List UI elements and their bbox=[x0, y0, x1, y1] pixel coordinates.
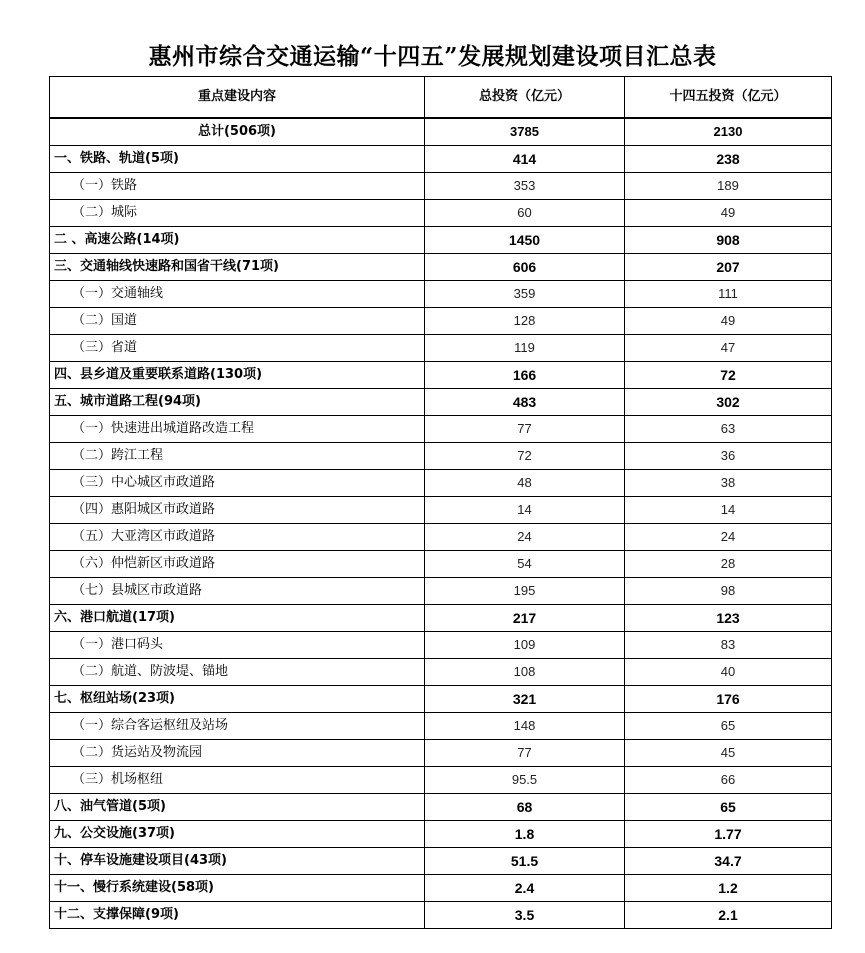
row-fyp-investment: 36 bbox=[625, 443, 832, 470]
row-total-investment: 128 bbox=[425, 308, 625, 335]
row-total-investment: 109 bbox=[425, 632, 625, 659]
row-label: 八、油气管道(5项) bbox=[50, 794, 425, 821]
table-row bbox=[50, 443, 832, 470]
table-row bbox=[50, 227, 832, 254]
table-row bbox=[50, 713, 832, 740]
row-label: （六）仲恺新区市政道路 bbox=[50, 551, 425, 578]
row-label: （三）中心城区市政道路 bbox=[50, 470, 425, 497]
row-total-investment: 72 bbox=[425, 443, 625, 470]
table-row bbox=[50, 308, 832, 335]
row-fyp-investment: 65 bbox=[625, 713, 832, 740]
row-fyp-investment: 2130 bbox=[625, 118, 832, 146]
table-row bbox=[50, 416, 832, 443]
row-label: 十、停车设施建设项目(43项) bbox=[50, 848, 425, 875]
table-row bbox=[50, 362, 832, 389]
row-fyp-investment: 2.1 bbox=[625, 902, 832, 929]
row-fyp-investment: 14 bbox=[625, 497, 832, 524]
row-label: （一）综合客运枢纽及站场 bbox=[50, 713, 425, 740]
row-label: 三、交通轴线快速路和国省干线(71项) bbox=[50, 254, 425, 281]
row-fyp-investment: 28 bbox=[625, 551, 832, 578]
table-row bbox=[50, 335, 832, 362]
row-label: 一、铁路、轨道(5项) bbox=[50, 146, 425, 173]
row-fyp-investment: 65 bbox=[625, 794, 832, 821]
table-row bbox=[50, 497, 832, 524]
row-total-investment: 3785 bbox=[425, 118, 625, 146]
table-row bbox=[50, 173, 832, 200]
row-label: 五、城市道路工程(94项) bbox=[50, 389, 425, 416]
row-label: 十一、慢行系统建设(58项) bbox=[50, 875, 425, 902]
table-body bbox=[50, 118, 832, 929]
table-row bbox=[50, 254, 832, 281]
row-label: （一）快速进出城道路改造工程 bbox=[50, 416, 425, 443]
row-fyp-investment: 40 bbox=[625, 659, 832, 686]
row-label: 七、枢纽站场(23项) bbox=[50, 686, 425, 713]
row-fyp-investment: 83 bbox=[625, 632, 832, 659]
row-label: （五）大亚湾区市政道路 bbox=[50, 524, 425, 551]
row-total-investment: 359 bbox=[425, 281, 625, 308]
row-label: 六、港口航道(17项) bbox=[50, 605, 425, 632]
row-fyp-investment: 207 bbox=[625, 254, 832, 281]
header-content: 重点建设内容 bbox=[50, 77, 425, 119]
table-row bbox=[50, 740, 832, 767]
row-fyp-investment: 34.7 bbox=[625, 848, 832, 875]
row-label: （二）航道、防波堤、锚地 bbox=[50, 659, 425, 686]
row-label: （一）港口码头 bbox=[50, 632, 425, 659]
row-total-investment: 1450 bbox=[425, 227, 625, 254]
row-total-investment: 321 bbox=[425, 686, 625, 713]
table-row bbox=[50, 200, 832, 227]
row-total-investment: 606 bbox=[425, 254, 625, 281]
row-total-investment: 414 bbox=[425, 146, 625, 173]
row-fyp-investment: 1.2 bbox=[625, 875, 832, 902]
row-fyp-investment: 189 bbox=[625, 173, 832, 200]
row-total-investment: 166 bbox=[425, 362, 625, 389]
row-label: （三）省道 bbox=[50, 335, 425, 362]
row-label: 九、公交设施(37项) bbox=[50, 821, 425, 848]
row-fyp-investment: 98 bbox=[625, 578, 832, 605]
row-label: （一）交通轴线 bbox=[50, 281, 425, 308]
row-total-investment: 77 bbox=[425, 740, 625, 767]
row-total-investment: 77 bbox=[425, 416, 625, 443]
row-label: 十二、支撑保障(9项) bbox=[50, 902, 425, 929]
row-total-investment: 51.5 bbox=[425, 848, 625, 875]
row-fyp-investment: 45 bbox=[625, 740, 832, 767]
table-row bbox=[50, 551, 832, 578]
row-total-investment: 483 bbox=[425, 389, 625, 416]
row-total-investment: 95.5 bbox=[425, 767, 625, 794]
row-fyp-investment: 49 bbox=[625, 200, 832, 227]
page-title: 惠州市综合交通运输“十四五”发展规划建设项目汇总表 bbox=[148, 43, 717, 70]
row-label: （三）机场枢纽 bbox=[50, 767, 425, 794]
row-fyp-investment: 1.77 bbox=[625, 821, 832, 848]
row-total-investment: 68 bbox=[425, 794, 625, 821]
row-label: （二）国道 bbox=[50, 308, 425, 335]
row-label: 四、县乡道及重要联系道路(130项) bbox=[50, 362, 425, 389]
row-fyp-investment: 63 bbox=[625, 416, 832, 443]
row-total-investment: 54 bbox=[425, 551, 625, 578]
row-total-investment: 48 bbox=[425, 470, 625, 497]
table-row bbox=[50, 118, 832, 146]
row-total-investment: 148 bbox=[425, 713, 625, 740]
table-row bbox=[50, 686, 832, 713]
row-fyp-investment: 49 bbox=[625, 308, 832, 335]
header-total-investment: 总投资（亿元） bbox=[425, 77, 625, 119]
row-total-investment: 14 bbox=[425, 497, 625, 524]
table-row bbox=[50, 659, 832, 686]
row-fyp-investment: 72 bbox=[625, 362, 832, 389]
row-label: （一）铁路 bbox=[50, 173, 425, 200]
row-total-investment: 2.4 bbox=[425, 875, 625, 902]
table-row bbox=[50, 389, 832, 416]
row-label: （四）惠阳城区市政道路 bbox=[50, 497, 425, 524]
row-fyp-investment: 123 bbox=[625, 605, 832, 632]
row-total-investment: 353 bbox=[425, 173, 625, 200]
row-total-investment: 217 bbox=[425, 605, 625, 632]
table-row bbox=[50, 632, 832, 659]
table-row bbox=[50, 875, 832, 902]
table-row bbox=[50, 767, 832, 794]
row-fyp-investment: 38 bbox=[625, 470, 832, 497]
table-row bbox=[50, 902, 832, 929]
row-total-investment: 108 bbox=[425, 659, 625, 686]
header-fyp-investment: 十四五投资（亿元） bbox=[625, 77, 832, 119]
row-label: （二）城际 bbox=[50, 200, 425, 227]
table-row bbox=[50, 794, 832, 821]
table-row bbox=[50, 470, 832, 497]
row-fyp-investment: 111 bbox=[625, 281, 832, 308]
row-total-investment: 195 bbox=[425, 578, 625, 605]
row-total-investment: 24 bbox=[425, 524, 625, 551]
row-fyp-investment: 176 bbox=[625, 686, 832, 713]
summary-table bbox=[49, 76, 832, 929]
row-label: （二）跨江工程 bbox=[50, 443, 425, 470]
row-total-investment: 119 bbox=[425, 335, 625, 362]
row-label: （七）县城区市政道路 bbox=[50, 578, 425, 605]
table-row bbox=[50, 605, 832, 632]
row-total-investment: 3.5 bbox=[425, 902, 625, 929]
row-fyp-investment: 302 bbox=[625, 389, 832, 416]
row-fyp-investment: 908 bbox=[625, 227, 832, 254]
row-fyp-investment: 238 bbox=[625, 146, 832, 173]
table-row bbox=[50, 821, 832, 848]
row-total-investment: 60 bbox=[425, 200, 625, 227]
row-label: 总计(506项) bbox=[50, 118, 425, 146]
table-row bbox=[50, 281, 832, 308]
row-label: 二 、高速公路(14项) bbox=[50, 227, 425, 254]
table-row bbox=[50, 146, 832, 173]
row-total-investment: 1.8 bbox=[425, 821, 625, 848]
row-fyp-investment: 47 bbox=[625, 335, 832, 362]
row-fyp-investment: 24 bbox=[625, 524, 832, 551]
table-row bbox=[50, 578, 832, 605]
table-header-row bbox=[50, 77, 832, 119]
row-fyp-investment: 66 bbox=[625, 767, 832, 794]
row-label: （二）货运站及物流园 bbox=[50, 740, 425, 767]
table-row bbox=[50, 524, 832, 551]
table-row bbox=[50, 848, 832, 875]
